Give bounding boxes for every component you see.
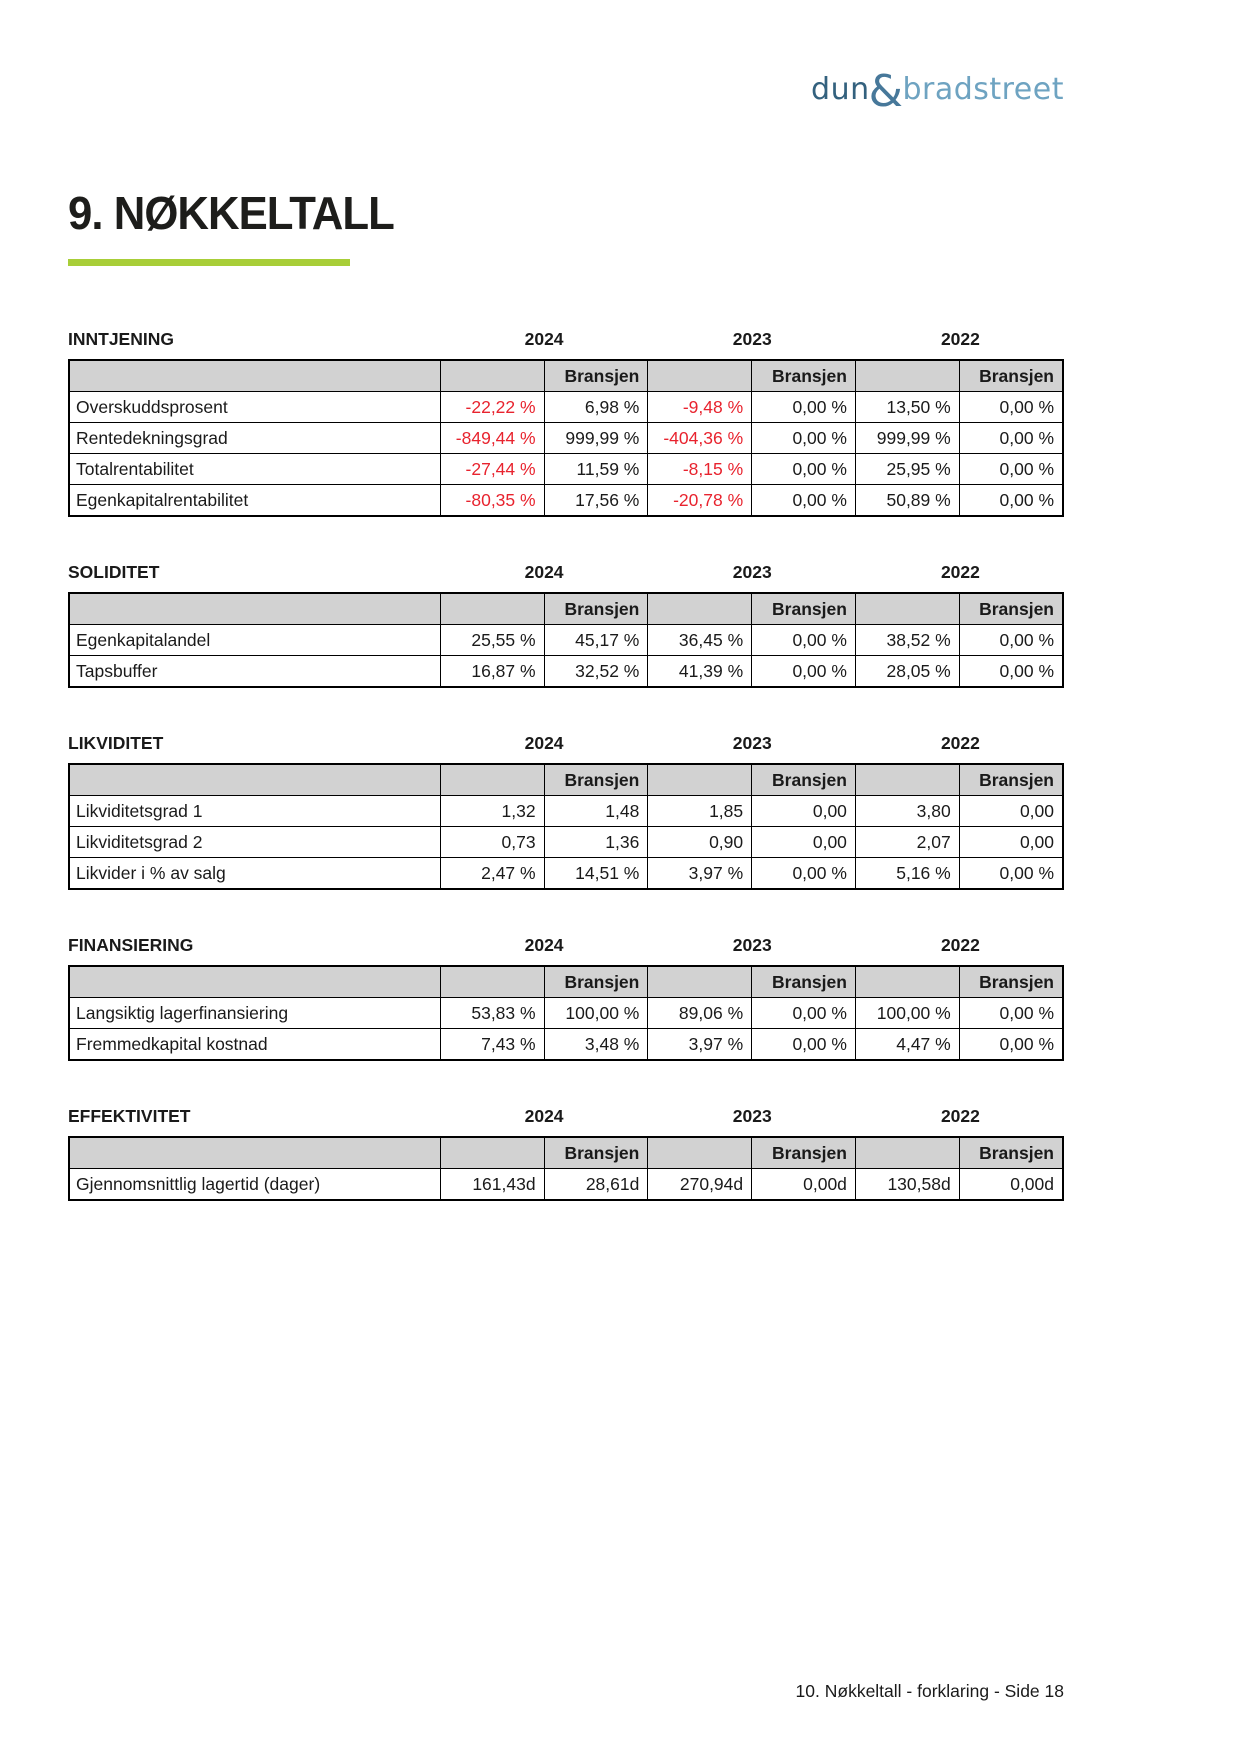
value-cell: 2,47 % <box>440 858 544 890</box>
value-cell: 0,00 % <box>959 423 1063 454</box>
value-cell: 4,47 % <box>855 1029 959 1061</box>
year-label: 2022 <box>940 329 980 349</box>
value-cell: -22,22 % <box>440 392 544 423</box>
value-cell: 3,97 % <box>648 1029 752 1061</box>
value-cell: 0,00 % <box>959 485 1063 517</box>
value-cell: 6,98 % <box>544 392 648 423</box>
empty-header-cell <box>69 966 440 998</box>
metric-label-cell: Langsiktig lagerfinansiering <box>69 998 440 1029</box>
section-header-row <box>68 733 1064 754</box>
value-cell: -404,36 % <box>648 423 752 454</box>
year-label: 2023 <box>732 1106 772 1126</box>
value-cell: 5,16 % <box>855 858 959 890</box>
bransjen-header-cell: Bransjen <box>752 1137 856 1169</box>
empty-header-cell <box>648 966 752 998</box>
value-cell: 0,00 % <box>959 858 1063 890</box>
value-cell: 0,00d <box>752 1169 856 1201</box>
value-cell: 32,52 % <box>544 656 648 688</box>
bransjen-header-cell: Bransjen <box>752 966 856 998</box>
bransjen-header-cell: Bransjen <box>544 360 648 392</box>
table-header-row <box>69 966 1063 998</box>
empty-header-cell <box>648 593 752 625</box>
empty-header-cell <box>440 764 544 796</box>
value-cell: 36,45 % <box>648 625 752 656</box>
bransjen-header-cell: Bransjen <box>544 764 648 796</box>
value-cell: 0,00 % <box>752 392 856 423</box>
value-cell: 0,00 % <box>752 625 856 656</box>
value-cell: 3,97 % <box>648 858 752 890</box>
value-cell: 0,00 % <box>752 998 856 1029</box>
table-header-row <box>69 360 1063 392</box>
value-cell: 53,83 % <box>440 998 544 1029</box>
year-label: 2023 <box>732 562 772 582</box>
table-row <box>69 454 1063 485</box>
value-cell: -27,44 % <box>440 454 544 485</box>
metric-label-cell: Totalrentabilitet <box>69 454 440 485</box>
bransjen-header-cell: Bransjen <box>544 966 648 998</box>
value-cell: 100,00 % <box>544 998 648 1029</box>
value-cell: 0,00 % <box>752 423 856 454</box>
value-cell: 0,00 % <box>752 485 856 517</box>
bransjen-header-cell: Bransjen <box>959 764 1063 796</box>
value-cell: 0,00 % <box>959 392 1063 423</box>
logo-text-dun: dun <box>811 72 870 107</box>
header-logo-row <box>68 0 1064 117</box>
metric-label-cell: Overskuddsprosent <box>69 392 440 423</box>
value-cell: 0,00 % <box>752 858 856 890</box>
bransjen-header-cell: Bransjen <box>959 360 1063 392</box>
section-title: SOLIDITET <box>68 562 160 582</box>
value-cell: 0,90 <box>648 827 752 858</box>
value-cell: 7,43 % <box>440 1029 544 1061</box>
empty-header-cell <box>440 1137 544 1169</box>
value-cell: -8,15 % <box>648 454 752 485</box>
section-title: FINANSIERING <box>68 935 194 955</box>
dun-bradstreet-logo <box>811 66 1064 117</box>
metric-label-cell: Tapsbuffer <box>69 656 440 688</box>
value-cell: 1,48 <box>544 796 648 827</box>
value-cell: 0,00d <box>959 1169 1063 1201</box>
value-cell: 11,59 % <box>544 454 648 485</box>
metric-label-cell: Egenkapitalandel <box>69 625 440 656</box>
table-row <box>69 858 1063 890</box>
table-row <box>69 998 1063 1029</box>
table-row <box>69 827 1063 858</box>
value-cell: 38,52 % <box>855 625 959 656</box>
value-cell: 0,00 <box>752 796 856 827</box>
value-cell: 45,17 % <box>544 625 648 656</box>
table-header-row <box>69 593 1063 625</box>
empty-header-cell <box>855 1137 959 1169</box>
empty-header-cell <box>69 764 440 796</box>
year-label: 2022 <box>940 562 980 582</box>
value-cell: 0,00 % <box>752 1029 856 1061</box>
value-cell: -80,35 % <box>440 485 544 517</box>
value-cell: -9,48 % <box>648 392 752 423</box>
value-cell: 0,00 <box>752 827 856 858</box>
empty-header-cell <box>855 764 959 796</box>
logo-text-bradstreet: bradstreet <box>902 72 1064 107</box>
metric-label-cell: Gjennomsnittlig lagertid (dager) <box>69 1169 440 1201</box>
metric-label-cell: Likviditetsgrad 2 <box>69 827 440 858</box>
empty-header-cell <box>69 593 440 625</box>
metric-label-cell: Likviditetsgrad 1 <box>69 796 440 827</box>
key-figures-table <box>68 359 1064 517</box>
metric-label-cell: Likvider i % av salg <box>69 858 440 890</box>
year-label: 2022 <box>940 935 980 955</box>
table-row <box>69 1029 1063 1061</box>
year-label: 2022 <box>940 1106 980 1126</box>
bransjen-header-cell: Bransjen <box>959 1137 1063 1169</box>
value-cell: 0,00 % <box>752 454 856 485</box>
metric-label-cell: Fremmedkapital kostnad <box>69 1029 440 1061</box>
section-header-row <box>68 562 1064 583</box>
section-title: INNTJENING <box>68 329 174 349</box>
value-cell: 0,00 % <box>959 625 1063 656</box>
value-cell: 0,00 <box>959 796 1063 827</box>
value-cell: 999,99 % <box>855 423 959 454</box>
page-footer: 10. Nøkkeltall - forklaring - Side 18 <box>795 1681 1064 1701</box>
value-cell: 89,06 % <box>648 998 752 1029</box>
table-header-row <box>69 764 1063 796</box>
value-cell: 1,85 <box>648 796 752 827</box>
value-cell: 0,00 <box>959 827 1063 858</box>
year-label: 2024 <box>524 329 564 349</box>
value-cell: 14,51 % <box>544 858 648 890</box>
bransjen-header-cell: Bransjen <box>752 593 856 625</box>
year-label: 2023 <box>732 733 772 753</box>
value-cell: 41,39 % <box>648 656 752 688</box>
empty-header-cell <box>855 966 959 998</box>
bransjen-header-cell: Bransjen <box>544 1137 648 1169</box>
empty-header-cell <box>855 360 959 392</box>
year-label: 2023 <box>732 935 772 955</box>
value-cell: 17,56 % <box>544 485 648 517</box>
section-effektivitet <box>68 1106 1064 1201</box>
table-row <box>69 485 1063 517</box>
key-figures-sections <box>68 329 1064 1201</box>
section-header-row <box>68 1106 1064 1127</box>
year-label: 2023 <box>732 329 772 349</box>
key-figures-table <box>68 1136 1064 1201</box>
year-label: 2024 <box>524 562 564 582</box>
value-cell: 0,00 % <box>959 656 1063 688</box>
table-row <box>69 625 1063 656</box>
bransjen-header-cell: Bransjen <box>959 966 1063 998</box>
value-cell: 0,73 <box>440 827 544 858</box>
section-title: EFFEKTIVITET <box>68 1106 191 1126</box>
year-label: 2024 <box>524 1106 564 1126</box>
value-cell: -849,44 % <box>440 423 544 454</box>
year-label: 2022 <box>940 733 980 753</box>
value-cell: 0,00 % <box>959 998 1063 1029</box>
value-cell: 3,48 % <box>544 1029 648 1061</box>
value-cell: 25,95 % <box>855 454 959 485</box>
table-row <box>69 1169 1063 1201</box>
value-cell: 0,00 % <box>752 656 856 688</box>
section-title: LIKVIDITET <box>68 733 164 753</box>
value-cell: 0,00 % <box>959 1029 1063 1061</box>
page-title: 9. NØKKELTALL <box>68 187 394 239</box>
bransjen-header-cell: Bransjen <box>752 764 856 796</box>
value-cell: 999,99 % <box>544 423 648 454</box>
ampersand-icon: & <box>868 66 904 117</box>
value-cell: 270,94d <box>648 1169 752 1201</box>
empty-header-cell <box>648 360 752 392</box>
section-header-row <box>68 329 1064 350</box>
value-cell: 130,58d <box>855 1169 959 1201</box>
value-cell: 1,32 <box>440 796 544 827</box>
empty-header-cell <box>648 1137 752 1169</box>
value-cell: 0,00 % <box>959 454 1063 485</box>
bransjen-header-cell: Bransjen <box>959 593 1063 625</box>
empty-header-cell <box>648 764 752 796</box>
empty-header-cell <box>440 360 544 392</box>
empty-header-cell <box>440 593 544 625</box>
section-inntjening <box>68 329 1064 517</box>
metric-label-cell: Egenkapitalrentabilitet <box>69 485 440 517</box>
value-cell: 100,00 % <box>855 998 959 1029</box>
table-row <box>69 392 1063 423</box>
empty-header-cell <box>69 360 440 392</box>
key-figures-table <box>68 763 1064 890</box>
table-row <box>69 796 1063 827</box>
empty-header-cell <box>855 593 959 625</box>
table-header-row <box>69 1137 1063 1169</box>
key-figures-table <box>68 965 1064 1061</box>
year-label: 2024 <box>524 935 564 955</box>
value-cell: 16,87 % <box>440 656 544 688</box>
value-cell: 25,55 % <box>440 625 544 656</box>
empty-header-cell <box>440 966 544 998</box>
value-cell: 50,89 % <box>855 485 959 517</box>
value-cell: 13,50 % <box>855 392 959 423</box>
value-cell: -20,78 % <box>648 485 752 517</box>
value-cell: 161,43d <box>440 1169 544 1201</box>
bransjen-header-cell: Bransjen <box>544 593 648 625</box>
section-header-row <box>68 935 1064 956</box>
empty-header-cell <box>69 1137 440 1169</box>
value-cell: 2,07 <box>855 827 959 858</box>
table-row <box>69 423 1063 454</box>
title-accent-bar <box>68 259 350 266</box>
year-label: 2024 <box>524 733 564 753</box>
key-figures-table <box>68 592 1064 688</box>
bransjen-header-cell: Bransjen <box>752 360 856 392</box>
value-cell: 28,05 % <box>855 656 959 688</box>
table-row <box>69 656 1063 688</box>
metric-label-cell: Rentedekningsgrad <box>69 423 440 454</box>
value-cell: 28,61d <box>544 1169 648 1201</box>
section-soliditet <box>68 562 1064 688</box>
section-finansiering <box>68 935 1064 1061</box>
value-cell: 3,80 <box>855 796 959 827</box>
section-likviditet <box>68 733 1064 890</box>
value-cell: 1,36 <box>544 827 648 858</box>
